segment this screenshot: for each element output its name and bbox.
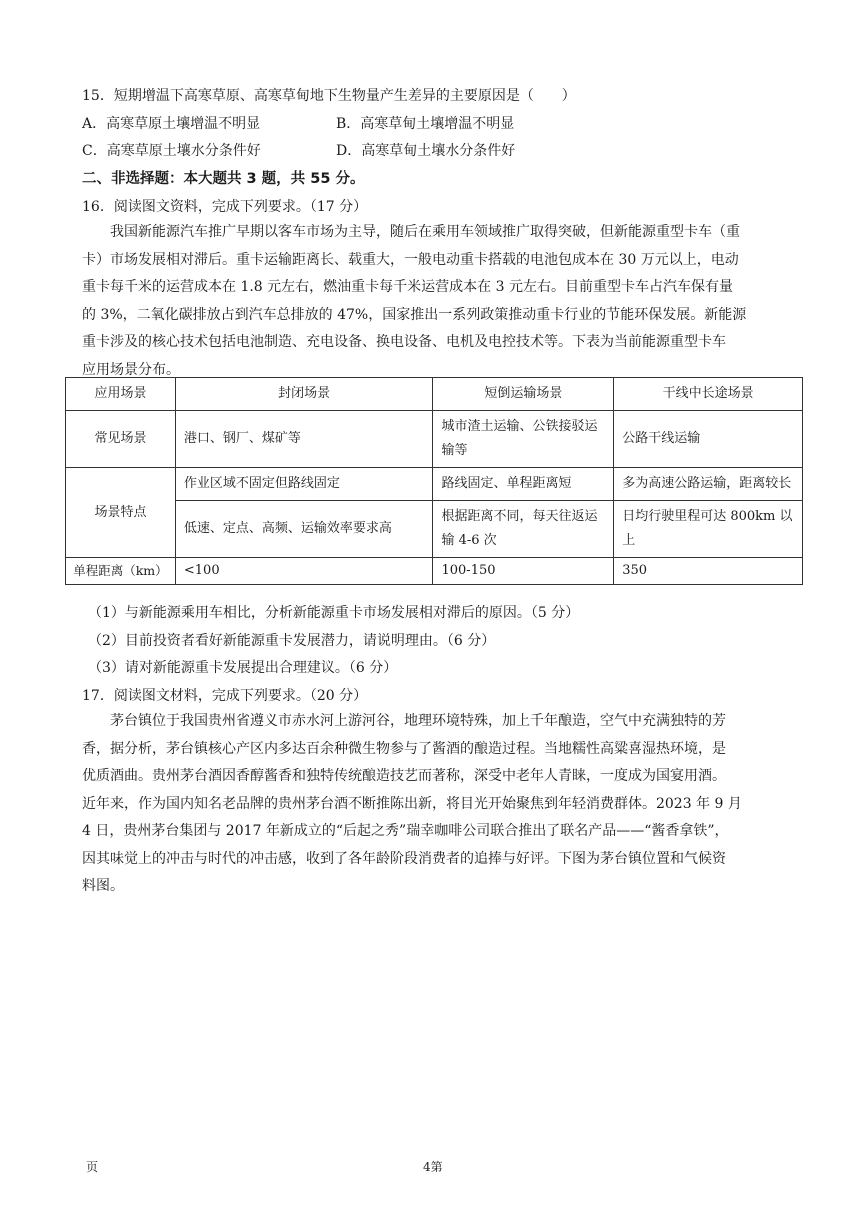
table-row — [66, 558, 803, 585]
table-cell: 100-150 — [433, 558, 614, 585]
table-header-cell: 应用场景 — [66, 378, 176, 411]
question-15-option-a: A．高寒草原土壤增温不明显 — [82, 116, 261, 132]
paragraph-line: 4 日，贵州茅台集团与 2017 年新成立的“后起之秀”瑞幸咖啡公司联合推出了联名产品——“酱香拿铁”， — [82, 823, 729, 839]
scenario-table — [65, 377, 803, 585]
table-cell: 公路干线运输 — [614, 411, 803, 468]
table-header-cell: 封闭场景 — [175, 378, 433, 411]
table-header-cell: 干线中长途场景 — [614, 378, 803, 411]
row-label: 常见场景 — [66, 411, 176, 468]
table-cell: 港口、钢厂、煤矿等 — [175, 411, 433, 468]
question-17-paragraph — [82, 708, 802, 901]
table-row — [66, 468, 803, 501]
paragraph-line: 的 3%，二氧化碳排放占到汽车总排放的 47%，国家推出一系列政策推动重卡行业的节能环保发展。新能源 — [82, 306, 747, 323]
paragraph-line: 料图。 — [82, 878, 124, 894]
paragraph-line: 茅台镇位于我国贵州省遵义市赤水河上游河谷，地理环境特殊，加上千年酿造，空气中充满独特的芳 — [110, 713, 726, 729]
question-15-option-c: C．高寒草原土壤水分条件好 — [82, 143, 261, 159]
question-16-paragraph — [82, 219, 802, 384]
question-16-sub-1: （1）与新能源乘用车相比，分析新能源重卡市场发展相对滞后的原因。（5 分） — [88, 605, 580, 621]
row-label: 场景特点 — [66, 468, 176, 558]
paragraph-line: 优质酒曲。贵州茅台酒因香醇酱香和独特传统酿造技艺而著称，深受中老年人青睐，一度成为国宴用酒。 — [82, 768, 726, 784]
paragraph-line: 重卡每千米的运营成本在 1.8 元左右，燃油重卡每千米运营成本在 3 元左右。目前重型卡车占汽车保有量 — [82, 279, 733, 295]
question-15-option-b: B．高寒草甸土壤增温不明显 — [336, 116, 515, 132]
table-row — [66, 411, 803, 468]
table-header-cell: 短倒运输场景 — [433, 378, 614, 411]
question-17-stem: 17．阅读图文材料，完成下列要求。（20 分） — [82, 688, 368, 704]
paragraph-line: 重卡涉及的核心技术包括电池制造、充电设备、换电设备、电机及电控技术等。下表为当前能源重型卡车 — [82, 334, 726, 350]
paragraph-line: 我国新能源汽车推广早期以客车市场为主导，随后在乘用车领域推广取得突破，但新能源重型卡车（重 — [110, 224, 740, 240]
table-cell: 多为高速公路运输，距离较长 — [614, 468, 803, 501]
footer-page-number: 4第 — [423, 1160, 443, 1174]
question-16-stem: 16．阅读图文资料，完成下列要求。（17 分） — [82, 199, 368, 215]
table-header-row — [66, 378, 803, 411]
table-cell: 作业区域不固定但路线固定 — [175, 468, 433, 501]
table-cell: 根据距离不同，每天往返运输 4-6 次 — [433, 501, 614, 558]
footer-left: 页 — [86, 1160, 99, 1174]
paragraph-line: 因其味觉上的冲击与时代的冲击感，收到了各年龄阶段消费者的追捧与好评。下图为茅台镇位置和气候资 — [82, 850, 726, 867]
table-row — [66, 501, 803, 558]
row-label: 单程距离（km） — [66, 558, 176, 585]
question-16-sub-2: （2）目前投资者看好新能源重卡发展潜力，请说明理由。（6 分） — [88, 633, 496, 649]
table-cell: 350 — [614, 558, 803, 585]
paragraph-line: 香，据分析，茅台镇核心产区内多达百余种微生物参与了酱酒的酿造过程。当地糯性高粱喜湿热环境，是 — [82, 740, 726, 757]
paragraph-line: 应用场景分布。 — [82, 361, 180, 378]
table-cell: 路线固定、单程距离短 — [433, 468, 614, 501]
question-15-stem: 15．短期增温下高寒草原、高寒草甸地下生物量产生差异的主要原因是（ ） — [82, 88, 576, 104]
paragraph-line: 近年来，作为国内知名老品牌的贵州茅台酒不断推陈出新，将目光开始聚焦到年轻消费群体。2023 年 9 月 — [82, 795, 742, 812]
section-title: 二、非选择题：本大题共 3 题，共 55 分。 — [82, 171, 365, 187]
table-cell: <100 — [175, 558, 433, 585]
table-cell: 低速、定点、高频、运输效率要求高 — [175, 501, 433, 558]
question-16-sub-3: （3）请对新能源重卡发展提出合理建议。（6 分） — [88, 660, 398, 676]
table-cell: 日均行驶里程可达 800km 以上 — [614, 501, 803, 558]
table-cell: 城市渣土运输、公铁接驳运输等 — [433, 411, 614, 468]
question-15-option-d: D．高寒草甸土壤水分条件好 — [336, 143, 516, 159]
paragraph-line: 卡）市场发展相对滞后。重卡运输距离长、载重大，一般电动重卡搭载的电池包成本在 30 万元以上，电动 — [82, 251, 739, 268]
